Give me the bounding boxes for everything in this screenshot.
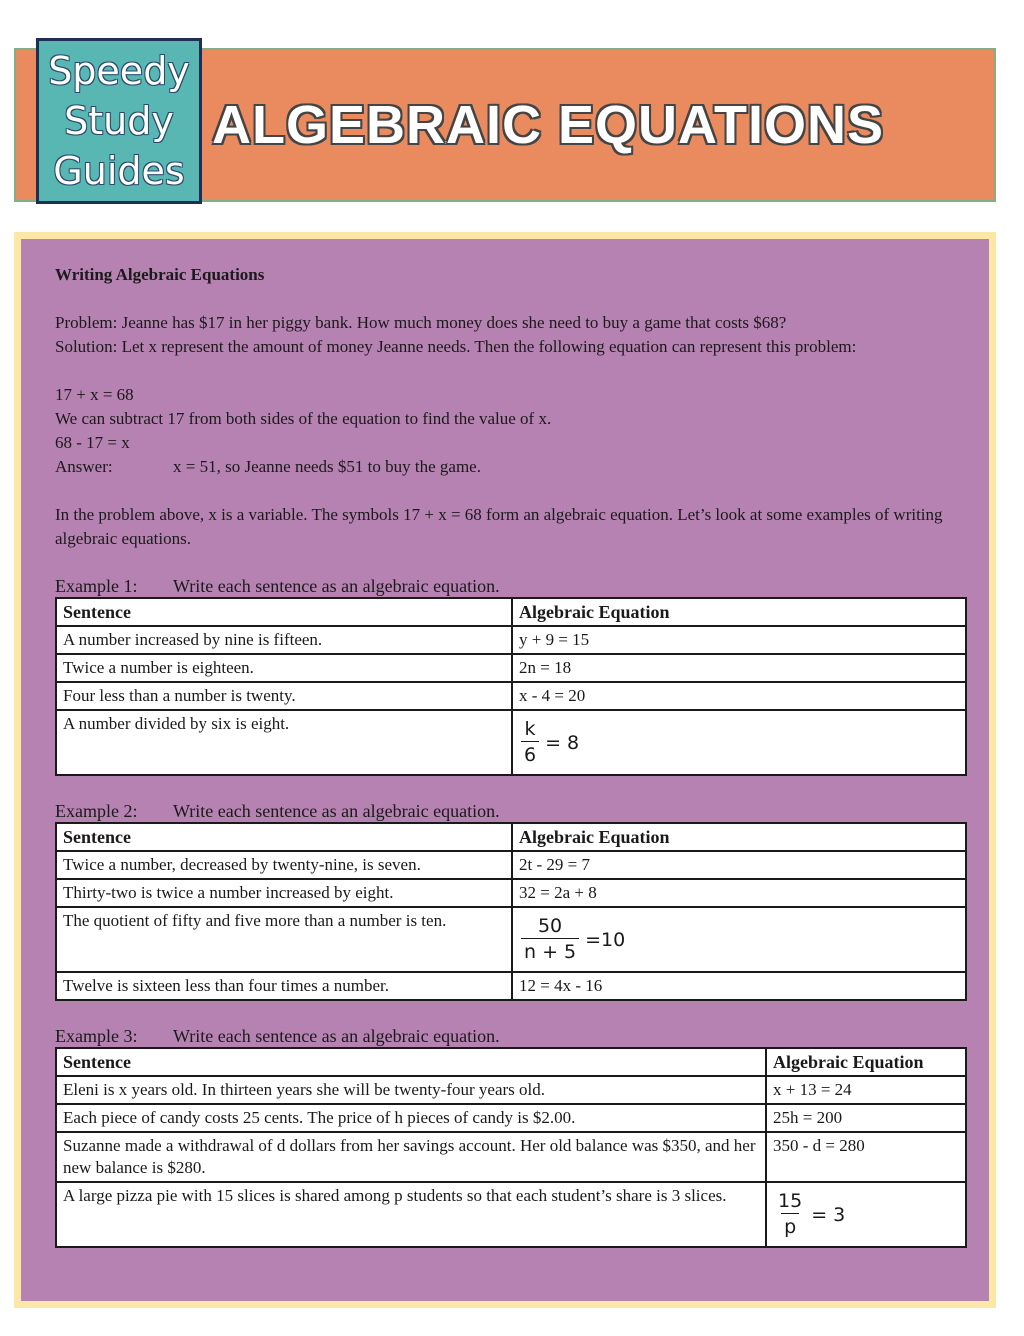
- table-row: [56, 682, 966, 710]
- example-label: Example 2:: [55, 801, 138, 821]
- equation-cell: 25h = 200: [766, 1104, 966, 1132]
- equation-cell: [512, 907, 966, 972]
- sentence-cell: A number divided by six is eight.: [56, 710, 512, 775]
- solution-text: Solution: Let x represent the amount of money Jeanne needs. Then the following equation can represent this problem:: [55, 337, 857, 356]
- logo-line: Study: [64, 99, 174, 143]
- logo-line: Speedy: [48, 49, 190, 93]
- answer-text: x = 51, so Jeanne needs $51 to buy the game.: [173, 457, 481, 476]
- table-row: [56, 1076, 966, 1104]
- equation-cell: x - 4 = 20: [512, 682, 966, 710]
- sentence-cell: Thirty-two is twice a number increased by eight.: [56, 879, 512, 907]
- example-instruction: Write each sentence as an algebraic equation.: [173, 1026, 500, 1046]
- table-row: [56, 1182, 966, 1247]
- sentence-cell: Each piece of candy costs 25 cents. The price of h pieces of candy is $2.00.: [56, 1104, 766, 1132]
- fraction-equation: [521, 914, 625, 965]
- sentence-cell: Twice a number is eighteen.: [56, 654, 512, 682]
- equation-line: 17 + x = 68: [55, 385, 134, 404]
- fraction-rhs: = 3: [811, 1203, 846, 1226]
- section-title: Writing Algebraic Equations: [55, 265, 265, 284]
- column-header: Algebraic Equation: [766, 1048, 966, 1076]
- table-header-row: [56, 598, 966, 626]
- logo-line: Guides: [53, 149, 185, 193]
- sentence-cell: Suzanne made a withdrawal of d dollars from her savings account. Her old balance was $350, and her new balance is $280.: [56, 1132, 766, 1182]
- table-row: [56, 907, 966, 972]
- logo: [36, 38, 202, 204]
- explanation-text: In the problem above, x is a variable. The symbols 17 + x = 68 form an algebraic equation. Let’s look at some examples of writing algebraic equations.: [55, 505, 943, 548]
- column-header: Sentence: [56, 823, 512, 851]
- sentence-cell: Twelve is sixteen less than four times a number.: [56, 972, 512, 1000]
- table-row: [56, 1132, 966, 1182]
- fraction-numerator: 50: [537, 915, 563, 937]
- fraction-equation: [521, 717, 579, 768]
- sentence-cell: A large pizza pie with 15 slices is shared among p students so that each student’s share is 3 slices.: [56, 1182, 766, 1247]
- example-title: [55, 575, 967, 597]
- example-label: Example 3:: [55, 1026, 138, 1046]
- sentence-cell: Twice a number, decreased by twenty-nine, is seven.: [56, 851, 512, 879]
- fraction-denominator: 6: [521, 741, 539, 768]
- sentence-cell: Eleni is x years old. In thirteen years she will be twenty-four years old.: [56, 1076, 766, 1104]
- step-text: We can subtract 17 from both sides of the equation to find the value of x.: [55, 409, 552, 428]
- example-instruction: Write each sentence as an algebraic equation.: [173, 801, 500, 821]
- fraction-equation: [775, 1189, 845, 1240]
- problem-text: Problem: Jeanne has $17 in her piggy bank. How much money does she need to buy a game that costs $68?: [55, 313, 787, 332]
- table-row: [56, 626, 966, 654]
- table-row: [56, 710, 966, 775]
- answer-label: Answer:: [55, 457, 113, 476]
- sentence-cell: A number increased by nine is fifteen.: [56, 626, 512, 654]
- table-row: [56, 972, 966, 1000]
- column-header: Algebraic Equation: [512, 823, 966, 851]
- sentence-cell: The quotient of fifty and five more than a number is ten.: [56, 907, 512, 972]
- column-header: Sentence: [56, 598, 512, 626]
- fraction-denominator: p: [781, 1213, 799, 1240]
- column-header: Algebraic Equation: [512, 598, 966, 626]
- table-row: [56, 851, 966, 879]
- table-row: [56, 879, 966, 907]
- example-label: Example 1:: [55, 576, 138, 596]
- example-1-table: [55, 597, 967, 776]
- fraction-numerator: k: [524, 718, 536, 740]
- equation-line: 68 - 17 = x: [55, 433, 130, 452]
- answer-row: [55, 455, 967, 479]
- table-row: [56, 1104, 966, 1132]
- fraction-numerator: 15: [778, 1190, 803, 1212]
- example-title: [55, 1025, 967, 1047]
- table-header-row: [56, 1048, 966, 1076]
- equation-cell: 32 = 2a + 8: [512, 879, 966, 907]
- equation-cell: 2t - 29 = 7: [512, 851, 966, 879]
- equation-cell: 12 = 4x - 16: [512, 972, 966, 1000]
- equation-cell: 2n = 18: [512, 654, 966, 682]
- example-2-table: [55, 822, 967, 1001]
- table-header-row: [56, 823, 966, 851]
- fraction-denominator: n + 5: [521, 938, 579, 965]
- sentence-cell: Four less than a number is twenty.: [56, 682, 512, 710]
- fraction-rhs: = 8: [545, 731, 580, 754]
- equation-cell: y + 9 = 15: [512, 626, 966, 654]
- table-row: [56, 654, 966, 682]
- equation-cell: [512, 710, 966, 775]
- equation-cell: x + 13 = 24: [766, 1076, 966, 1104]
- example-3-table: [55, 1047, 967, 1248]
- content-panel: [14, 232, 996, 1308]
- column-header: Sentence: [56, 1048, 766, 1076]
- content: [55, 263, 967, 1248]
- equation-cell: 350 - d = 280: [766, 1132, 966, 1182]
- equation-cell: [766, 1182, 966, 1247]
- example-title: [55, 800, 967, 822]
- example-instruction: Write each sentence as an algebraic equation.: [173, 576, 500, 596]
- fraction-rhs: =10: [585, 928, 626, 951]
- page-title: ALGEBRAIC EQUATIONS: [212, 95, 885, 155]
